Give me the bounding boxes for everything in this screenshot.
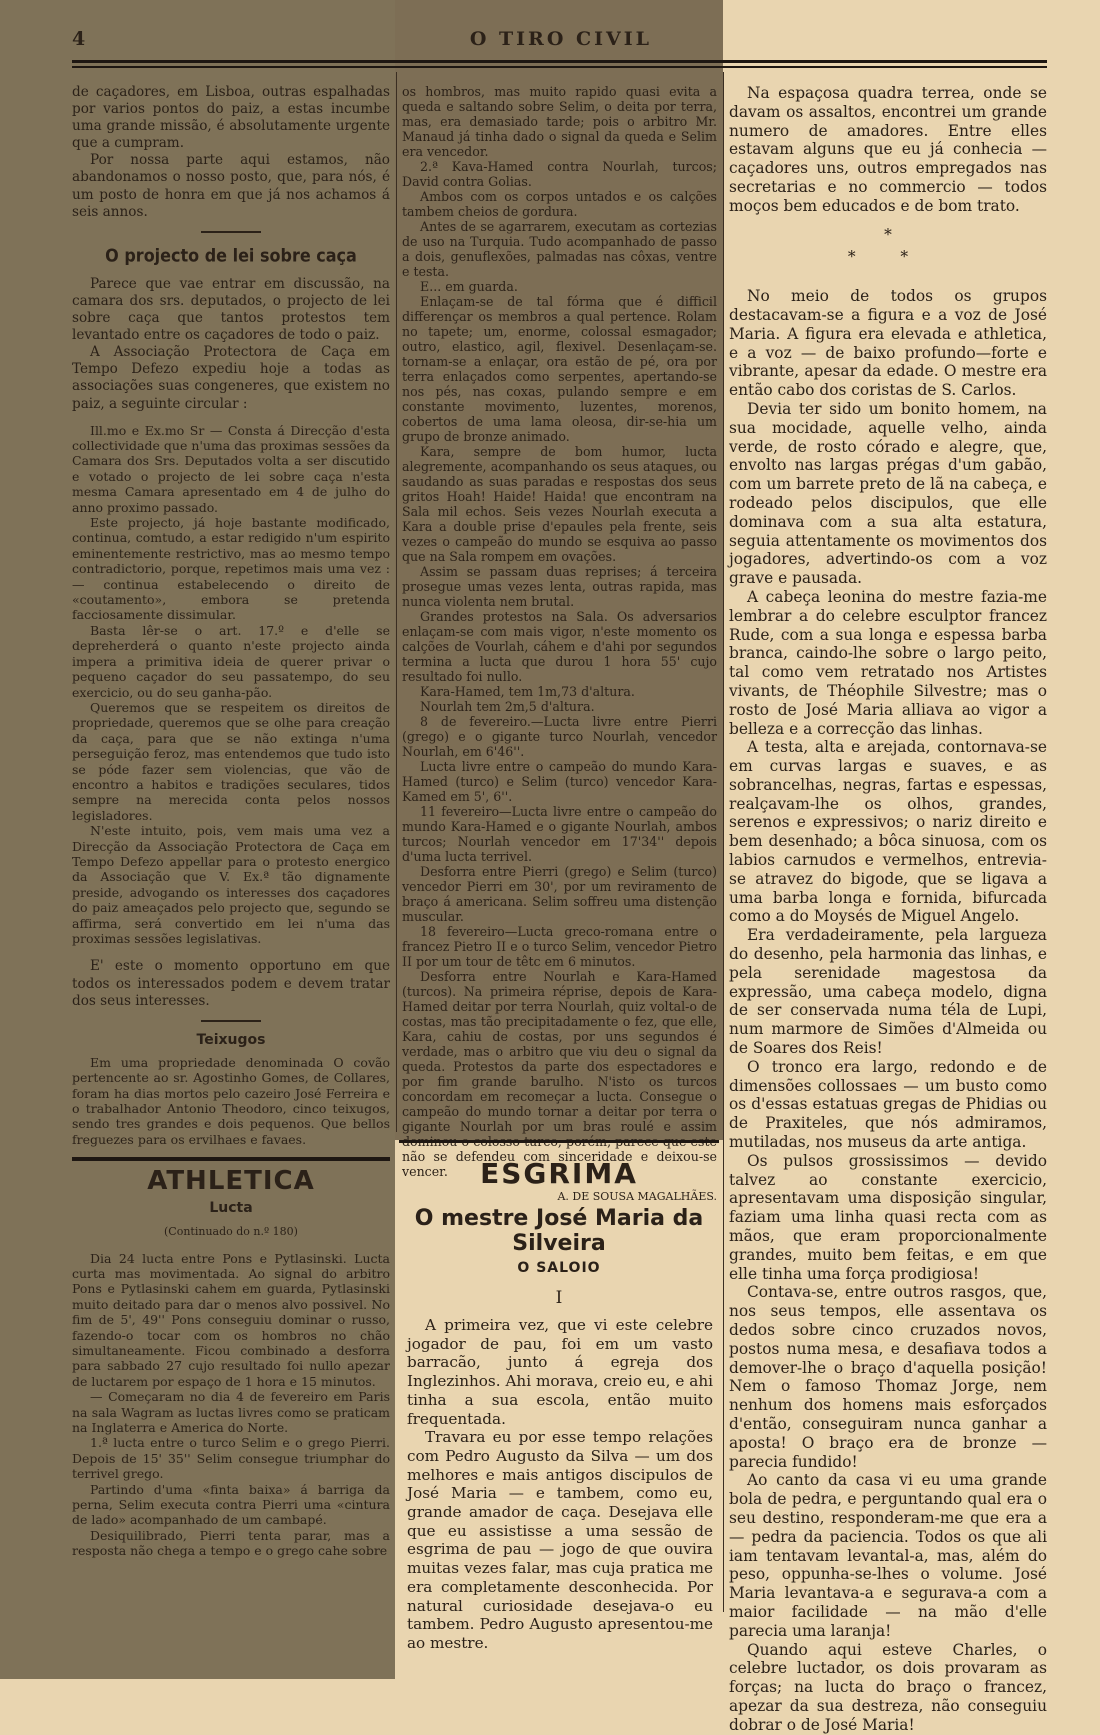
paragraph: Desiquilibrado, Pierri tenta parar, mas a resposta não chega a tempo e o grego cahe sobre (72, 1527, 390, 1559)
header-rule-thick (72, 60, 1047, 63)
esgrima-body (395, 1316, 723, 1653)
separator (201, 1020, 261, 1022)
thick-rule (72, 1157, 390, 1161)
paragraph: Antes de se agarrarem, executam as cortezias de uso na Turquia. Tudo acompanhado de passo a dois, genuflexões, palmadas nas côxas, ventre e testa. (402, 219, 717, 279)
paragraph: 18 fevereiro—Lucta greco-romana entre o francez Pietro II e o turco Selim, vencedor Pietro II por um tour de têtc em 6 minutos. (402, 924, 717, 969)
paragraph: E... em guarda. (420, 279, 518, 294)
column-divider-1 (396, 72, 397, 1132)
paragraph: Lucta livre entre o campeão do mundo Kara-Hamed (turco) e Selim (turco) vencedor Kara-Kamed em 5', 6''. (402, 759, 717, 804)
page-number: 4 (72, 28, 89, 50)
paragraph: No meio de todos os grupos destacavam-se a figura e a voz de José Maria. A figura era elevada e athletica, e a voz — de baixo profundo—forte e vibrante, apesar da edade. O mestre era então cabo dos coristas de S. Carlos. (729, 287, 1047, 400)
separator (201, 231, 261, 233)
article-title: O mestre José Maria da Silveira (414, 1206, 704, 1256)
esgrima-section (395, 1140, 723, 1660)
continued-note: (Continuado do n.º 180) (164, 1225, 298, 1239)
paragraph: os hombros, mas muito rapido quasi evita a queda e saltando sobre Selim, o deita por terra, mas, era demasiado tarde; pois o arbitro Mr. Manaud já tinha dado o signal da queda e Selim era vencedor. (402, 84, 717, 159)
header-rule-thin (72, 66, 1047, 68)
chapter-numeral: I (555, 1288, 563, 1308)
paragraph: 2.ª Kava-Hamed contra Nourlah, turcos; David contra Golias. (402, 159, 717, 189)
paragraph: Parece que vae entrar em discussão, na camara dos srs. deputados, o projecto de lei sobre caça que tantos protestos tem levantado entre os caçadores de todo o paiz. (72, 275, 390, 344)
paragraph: Contava-se, entre outros rasgos, que, nos seus tempos, elle assentava os dedos sobre cinco cruzados novos, postos numa mesa, e desafiava todos a demover-lhe o braço d'aquella posição! Nem o famoso Thomaz Jorge, nem nenhum dos homens mais esforçados d'então, conseguiram nunca ganhar a aposta! O braço era de bronze — parecia fundido! (729, 1283, 1047, 1471)
paragraph: Ambos com os corpos untados e os calções tambem cheios de gordura. (402, 189, 717, 219)
paragraph: Partindo d'uma «finta baixa» á barriga da perna, Selim executa contra Pierri uma «cintura de lado» acompanhado de um cambapé. (72, 1481, 390, 1528)
paragraph: N'este intuito, pois, vem mais uma vez a Direcção da Associação Protectora de Caça em Tempo Defezo appellar para o protesto energico da Associação que V. Ex.ª tão dignamente preside, advogando os interesses dos caçadores do paiz ameaçados pelo projecto que, segundo se affirma, será convertido em lei n'uma das proximas sessões legislativas. (72, 823, 390, 946)
paragraph: Queremos que se respeitem os direitos de propriedade, queremos que se olhe para creação da caça, para que se não extinga n'uma perseguição feroz, mas entendemos que tudo isto se póde fazer sem violencias, que vão de encontro a habitos e tradições seculares, tidos sempre na merecida conta pelos nossos legisladores. (72, 699, 390, 823)
asterism-top: * (884, 225, 892, 244)
paragraph: Kara, sempre de bom humor, lucta alegremente, acompanhando os seus ataques, ou saudando as suas paradas e respostas dos seus gritos Hoah! Haide! Haida! que encontram na Sala mil echos. Seis vezes Nourlah executa a Kara a double prise d'epaules pela frente, seis vezes o campeão do mundo se esquiva ao passo que na Sala rompem em ovações. (402, 444, 717, 564)
paragraph: Este projecto, já hoje bastante modificado, continua, comtudo, a estar redigido n'um espirito eminentemente restrictivo, mas ao mesmo tempo contradictorio, porque, repetimos mais uma vez : — continua estabelecendo o direito de «coutamento», embora se pretenda facciosamente dissimular. (72, 515, 390, 623)
paragraph: — Começaram no dia 4 de fevereiro em Paris na sala Wagram as luctas livres como se praticam na Inglaterra e America do Norte. (72, 1389, 390, 1435)
author-signature: A. DE SOUSA MAGALHÃES. (557, 1190, 717, 1203)
section-title-projecto: O projecto de lei sobre caça (105, 244, 357, 266)
paragraph: Na espaçosa quadra terrea, onde se davam os assaltos, encontrei um grande numero de amadores. Entre elles estavam alguns que eu já conhecia — caçadores uns, outros empregados nas secretarias e no commercio — todos moços bem educados e de bom trato. (729, 84, 1047, 215)
paragraph: Os pulsos grossissimos — devido talvez ao constante exercicio, apresentavam uma disposição singular, faziam uma linha quasi recta com as mãos, que eram proporcionalmente grandes, muito bem feitas, e em que elle tinha uma força prodigiosa! (729, 1151, 1047, 1283)
thick-rule (399, 1140, 719, 1143)
section-title-teixugos: Teixugos (196, 1031, 266, 1048)
paragraph: Enlaçam-se de tal fórma que é difficil differençar os membros a qual pertence. Rolam no tapete; um, enorme, colossal esmagador; outro, elastico, agil, flexivel. Desenlaçam-se. tornam-se a enlaçar, ora estão de pé, ora por terra enlaçados como serpentes, apertando-se nos pés, nas coxas, pulando sempre e em constante movimento, luzentes, morenos, cobertos de uma lama oleosa, dir-se-hia um grupo de bronze animado. (402, 294, 717, 444)
paragraph: Kara-Hamed, tem 1m,73 d'altura. (420, 684, 635, 699)
article-subtitle: O SALOIO (517, 1260, 601, 1276)
paragraph: O tronco era largo, redondo e de dimensões collossaes — um busto como os d'essas estatuas gregas de Phidias ou de Praxiteles, que nós admiramos, mutiladas, nos museus da arte antiga. (729, 1057, 1047, 1152)
column-divider-2 (723, 72, 724, 1612)
paragraph: A primeira vez, que vi este celebre jogador de pau, foi em um vasto barracão, junto á egreja dos Inglezinhos. Ahi morava, creio eu, e ahi tinha a sua escola, então muito frequentada. (407, 1316, 713, 1428)
paragraph: Desforra entre Nourlah e Kara-Hamed (turcos). Na primeira réprise, depois de Kara-Hamed deitar por terra Nourlah, quiz voltal-o de costas, mas tão precipitadamente o fez, que elle, Kara, cahiu de costas, por uns segundos é verdade, mas o arbitro que viu deu o signal da queda. Protestos da parte dos espectadores e por fim grande barulho. N'isto os turcos concordam em recomeçar a lucta. Consegue o campeão do mundo tornar a deitar por terra o gigante Nourlah por um bras roulé e assim não se defendeu com sinceridade e deixou-se vencer. (402, 969, 717, 1179)
paragraph: Era verdadeiramente, pela largueza do desenho, pela harmonia das linhas, e pela serenidade magestosa da expressão, uma cabeça modelo, digna de ser conservada numa téla de Lupi, num marmore de Simões d'Almeida ou de Soares dos Reis! (729, 926, 1047, 1058)
paragraph: Travara eu por esse tempo relações com Pedro Augusto da Silva — um dos melhores e mais antigos discipulos de José Maria — e tambem, como eu, grande amador de caça. Desejava elle que eu assistisse a uma sessão de esgrima de pau — jogo de que ouvira muitas vezes falar, mas cuja pratica me era completamente desconhecida. Por natural curiosidade desejava-o eu tambem. Pedro Augusto apresentou-me ao mestre. (407, 1428, 713, 1652)
paragraph: Ao canto da casa vi eu uma grande bola de pedra, e perguntando qual era o seu destino, responderam-me que era a — pedra da paciencia. Todos os que ali iam tentavam levantal-a, mas, além do peso, oppunha-se-lhes o volume. José Maria levantava-a e segurava-a com a maior facilidade — na mão d'elle parecia uma laranja! (729, 1471, 1047, 1640)
paragraph: Dia 24 lucta entre Pons e Pytlasinski. Lucta curta mas movimentada. Ao signal do arbitro Pons e Pytlasinski cahem em guarda, Pytlasinski muito deitado para dar o menos alvo possivel. No fim de 5', 49'' Pons conseguiu dominar o russo, fazendo-o tocar com os hombros no chão simultaneamente. Ficou combinado a desforra para sabbado 27 cujo resultado foi nullo apezar de luctarem por espaço de 1 hora e 15 minutos. (72, 1250, 390, 1389)
lucta-body (72, 1251, 390, 1559)
section-title-esgrima: ESGRIMA (480, 1157, 638, 1190)
section-title-lucta: Lucta (209, 1200, 253, 1217)
paragraph: Grandes protestos na Sala. Os adversarios enlaçam-se com mais vigor, n'este momento os calções de Vourlah, cáhem e d'ahi por segundos termina a lucta que durou 1 hora 55' cujo resultado foi nullo. (402, 609, 717, 684)
column-3 (729, 84, 1047, 1734)
paragraph: 8 de fevereiro.—Lucta livre entre Pierri (grego) e o gigante turco Nourlah, vencedor Nourlah, em 6'46''. (402, 714, 717, 759)
section-title-athletica: ATHLETICA (147, 1166, 315, 1197)
paragraph: A testa, alta e arejada, contornava-se em curvas largas e suaves, e as sobrancelhas, negras, fartas e espessas, realçavam-lhe os olhos, grandes, serenos e expressivos; o nariz direito e bem desenhado; a bôca sinuosa, com os labios carnudos e vermelhos, entrevia-se atravez do bigode, que se ligava a uma barba longa e fornida, bifurcada como a do Moysés de Miguel Angelo. (729, 738, 1047, 926)
paragraph: Nourlah tem 2m,5 d'altura. (420, 699, 595, 714)
paragraph: Quando aqui esteve Charles, o celebre luctador, os dois provaram as forças; na lucta do braço o francez, apezar da sua destreza, não conseguiu dobrar o de José Maria! (729, 1640, 1047, 1734)
paragraph: Ill.mo e Ex.mo Sr — Consta á Direcção d'esta collectividade que n'uma das proximas sessões da Camara dos Srs. Deputados volta a ser discutido e votado o projecto de lei sobre caça n'esta mesma Camara apresentado em 4 de julho do anno proximo passado. (72, 422, 390, 515)
paragraph: 1.ª lucta entre o turco Selim e o grego Pierri. Depois de 15' 35'' Selim consegue triumphar do terrivel grego. (72, 1435, 390, 1482)
paragraph: A cabeça leonina do mestre fazia-me lembrar a do celebre esculptor francez Rude, com a sua longa e espessa barba branca, caindo-lhe sobre o largo peito, tal como vem retratado nos Artistes vivants, de Théophile Silvestre; mas o rosto de José Maria alliava ao vigor a belleza e a correcção das linhas. (729, 587, 1047, 738)
paragraph: Devia ter sido um bonito homem, na sua mocidade, aquelle velho, ainda verde, de rosto córado e alegre, que, envolto nas largas prégas d'um gabão, com um barrete preto de lã na cabeça, e rodeado pelos discipulos, que elle dominava com a sua alta estatura, seguia attentamente os movimentos dos jogadores, advertindo-os com a voz grave e pausada. (729, 399, 1047, 588)
paragraph: Desforra entre Pierri (grego) e Selim (turco) vencedor Pierri em 30', por um reviramento de braço á americana. Selim soffreu uma distenção muscular. (402, 864, 717, 924)
circular-letter (72, 423, 390, 947)
asterism-bottom: * * (847, 248, 929, 267)
paragraph: Por nossa parte aqui estamos, não abandonamos o nosso posto, que, para nós, é um posto de honra em que já nos achamos á seis annos. (72, 152, 390, 220)
paragraph: 11 fevereiro—Lucta livre entre o campeão do mundo Kara-Hamed e o gigante Nourlah, ambos turcos; Nourlah vencedor em 17'34'' depois d'uma lucta terrivel. (402, 804, 717, 864)
paragraph: Assim se passam duas reprises; á terceira prosegue umas vezes lenta, outras rapida, mas nunca violenta nem brutal. (402, 564, 717, 609)
paragraph: E' este o momento opportuno em que todos os interessados podem e devem tratar dos seus interesses. (72, 958, 390, 1009)
column-1 (72, 84, 390, 1604)
paragraph: A Associação Protectora de Caça em Tempo Defezo expediu hoje a todas as associações suas congeneres, que existem no paiz, a seguinte circular : (72, 344, 390, 412)
page-header (72, 28, 1042, 52)
paragraph: Em uma propriedade denominada O covão pertencente ao sr. Agostinho Gomes, de Collares, foram ha dias mortos pelo cazeiro José Ferreira e o trabalhador Antonio Theodoro, cinco teixugos, sendo tres grandes e dois pequenos. Que bellos freguezes para os ervilhaes e favaes. (72, 1054, 390, 1147)
paragraph: de caçadores, em Lisboa, outras espalhadas por varios pontos do paiz, a estas incumbe uma grande missão, é absolutamente urgente que a cumpram. (72, 84, 390, 152)
newspaper-title: O TIRO CIVIL (469, 28, 652, 50)
paragraph: Basta lêr-se o art. 17.º e d'elle se depreherderá o quanto n'este projecto ainda impera a primitiva ideia de querer privar o pequeno caçador do seu passatempo, do seu exercicio, ou do seu ganha-pão. (72, 622, 390, 700)
